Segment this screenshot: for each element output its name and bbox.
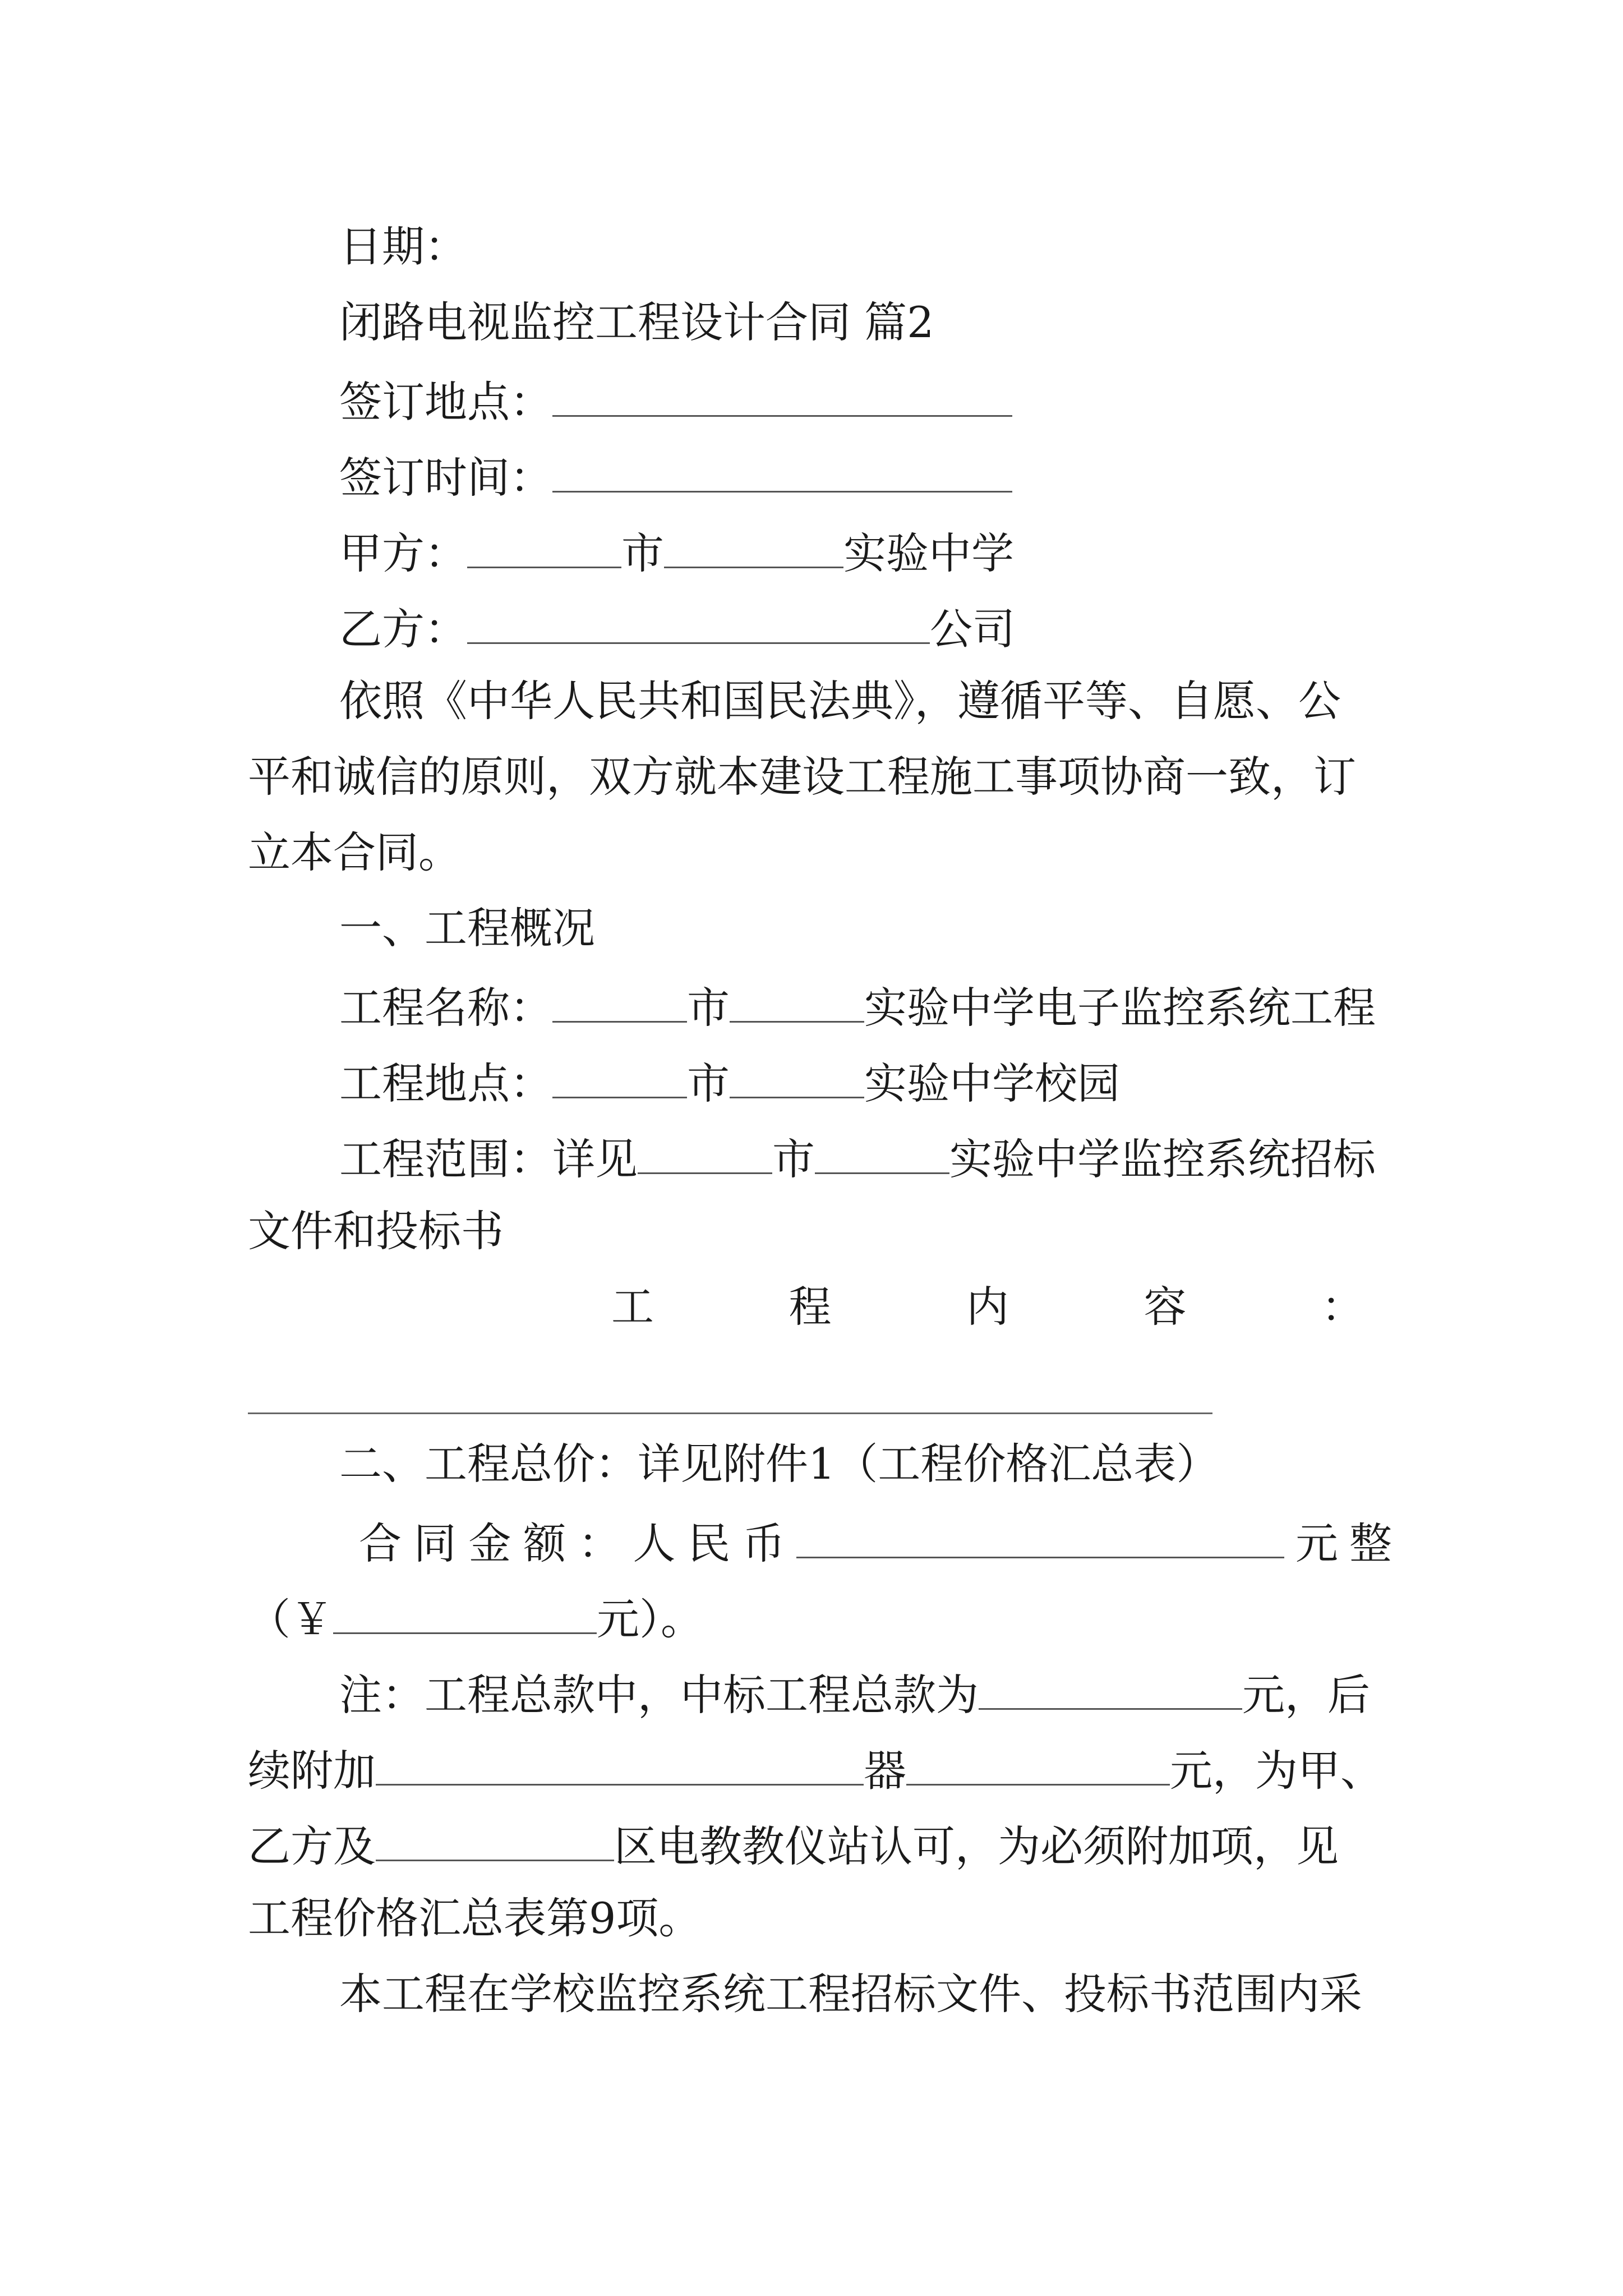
project-name-tail: 实验中学电子监控系统工程	[864, 983, 1376, 1033]
contract-amount-number-blank	[333, 1594, 597, 1634]
note-blank-additional-amount	[906, 1746, 1170, 1786]
note-line-1	[339, 1670, 1370, 1720]
project-scope-city: 市	[772, 1134, 815, 1184]
label-char: 民	[688, 1519, 731, 1568]
note-blank-district	[376, 1821, 614, 1861]
contract-amount-suffix: 元整	[1295, 1519, 1403, 1568]
note-line-3	[248, 1821, 1339, 1871]
sign-place-row	[339, 377, 1012, 427]
project-site-row	[339, 1059, 1120, 1108]
project-content-char: 内	[966, 1282, 1009, 1332]
project-content-char: ：	[1321, 1282, 1364, 1332]
project-scope-tail: 实验中学监控系统招标	[949, 1134, 1376, 1184]
project-content-char: 工	[611, 1282, 654, 1332]
note-text: 区电教教仪站认可，为必须附加项，见	[614, 1821, 1339, 1871]
project-site-school-blank	[730, 1059, 864, 1098]
project-name-school-blank	[730, 983, 864, 1023]
note-line-2	[248, 1746, 1383, 1796]
contract-amount-line-2	[248, 1594, 703, 1644]
document-title: 闭路电视监控工程设计合同 篇2	[339, 297, 934, 347]
sign-time-row	[339, 453, 1012, 503]
label-char: 合	[359, 1519, 402, 1568]
party-b-suffix: 公司	[930, 604, 1015, 654]
label-char: ：	[578, 1519, 621, 1568]
project-scope-line-2: 文件和投标书	[248, 1206, 504, 1256]
sign-place-label: 签订地点：	[339, 377, 552, 427]
contract-amount-close: 元）。	[597, 1594, 703, 1644]
sign-time-label: 签订时间：	[339, 453, 552, 503]
contract-amount-open: （￥	[248, 1594, 333, 1644]
label-char: 金	[468, 1519, 511, 1568]
contract-amount-blank	[796, 1519, 1284, 1558]
party-a-city-blank	[467, 528, 621, 568]
project-content-char: 程	[789, 1282, 832, 1332]
note-line-4: 工程价格汇总表第9项。	[248, 1893, 702, 1943]
note-text: 注：工程总款中，中标工程总款为	[339, 1670, 979, 1720]
project-content-blank-line	[248, 1412, 1212, 1414]
label-char: 人	[633, 1519, 676, 1568]
party-b-label: 乙方：	[339, 604, 467, 654]
project-name-city-blank	[552, 983, 687, 1023]
party-a-school-suffix: 实验中学	[843, 528, 1014, 578]
project-content-row	[611, 1282, 1364, 1332]
project-scope-city-blank	[638, 1134, 772, 1174]
section-1-title: 一、工程概况	[339, 903, 595, 953]
party-a-city-suffix: 市	[621, 528, 664, 578]
project-name-row	[339, 983, 1376, 1033]
project-name-city: 市	[687, 983, 730, 1033]
project-name-label: 工程名称：	[339, 983, 552, 1033]
sign-time-blank	[552, 453, 1012, 493]
note-text: 乙方及	[248, 1821, 376, 1871]
note-text: 续附加	[248, 1746, 376, 1796]
preamble-line-1: 依照《中华人民共和国民法典》，遵循平等、自愿、公	[339, 676, 1341, 726]
project-site-label: 工程地点：	[339, 1059, 552, 1108]
last-paragraph-line: 本工程在学校监控系统工程招标文件、投标书范围内采	[339, 1969, 1362, 2019]
sign-place-blank	[552, 377, 1012, 417]
party-b-blank	[467, 604, 930, 644]
project-scope-label: 工程范围：详见	[339, 1134, 638, 1184]
note-text: 元，为甲、	[1170, 1746, 1383, 1796]
date-label: 日期：	[339, 222, 467, 272]
party-a-label: 甲方：	[339, 528, 467, 578]
project-site-tail: 实验中学校园	[864, 1059, 1120, 1108]
contract-amount-row	[359, 1519, 1403, 1568]
note-text: 器	[864, 1746, 906, 1796]
preamble-line-3: 立本合同。	[248, 827, 461, 877]
label-char: 币	[742, 1519, 785, 1568]
preamble-line-2: 平和诚信的原则，双方就本建设工程施工事项协商一致，订	[248, 752, 1356, 802]
note-blank-winning-total	[979, 1670, 1242, 1710]
note-blank-additional-item	[376, 1746, 864, 1786]
note-text: 元，后	[1242, 1670, 1370, 1720]
project-scope-school-blank	[815, 1134, 949, 1174]
party-a-school-blank	[664, 528, 843, 568]
project-content-char: 容	[1144, 1282, 1187, 1332]
party-b-row	[339, 604, 1015, 654]
project-site-city-blank	[552, 1059, 687, 1098]
label-char: 同	[413, 1519, 457, 1568]
project-site-city: 市	[687, 1059, 730, 1108]
contract-amount-label	[359, 1519, 785, 1568]
label-char: 额	[523, 1519, 566, 1568]
section-2-title: 二、工程总价：详见附件1（工程价格汇总表）	[339, 1439, 1219, 1489]
party-a-row	[339, 528, 1014, 578]
project-scope-row	[339, 1134, 1376, 1184]
